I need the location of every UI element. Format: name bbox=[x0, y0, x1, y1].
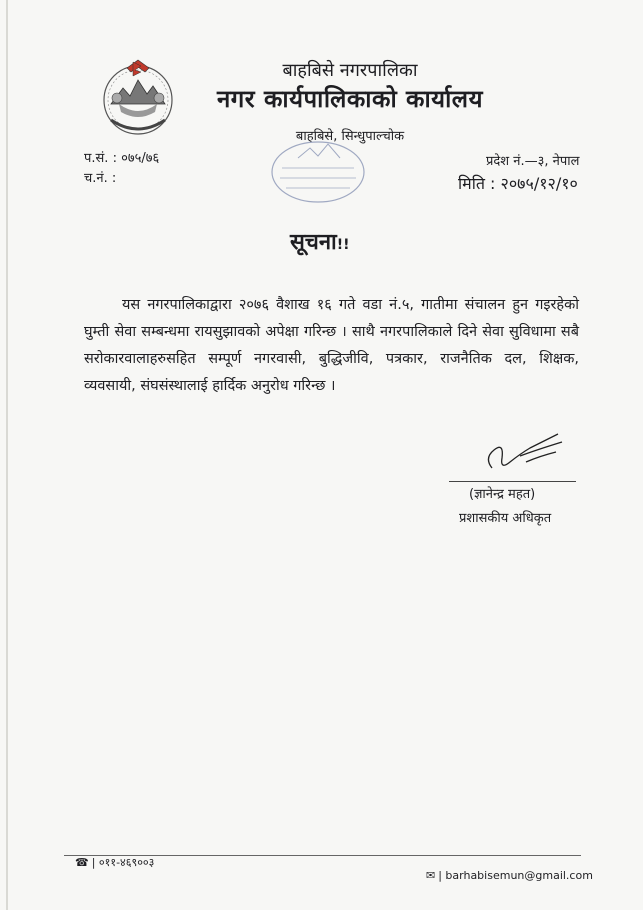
signature-line bbox=[449, 481, 576, 482]
date-label: मिति : २०७५/१२/१० bbox=[458, 174, 578, 193]
office-stamp bbox=[268, 136, 368, 206]
phone-icon: ☎ bbox=[75, 856, 89, 869]
nepal-coat-of-arms-icon bbox=[97, 58, 179, 138]
office-name: नगर कार्यपालिकाको कार्यालय bbox=[216, 85, 484, 113]
notice-title-suffix: !! bbox=[336, 237, 350, 253]
notice-title-text: सूचना bbox=[290, 230, 337, 255]
province-label: प्रदेश नं.—३, नेपाल bbox=[486, 154, 580, 169]
dispatch-number: च.नं. : bbox=[84, 171, 117, 186]
signer-title: प्रशासकीय अधिकृत bbox=[459, 511, 552, 526]
reference-number: प.सं. : ०७५/७६ bbox=[84, 151, 160, 166]
signer-name: (ज्ञानेन्द्र महत) bbox=[469, 487, 536, 502]
municipality-name: बाहबिसे नगरपालिका bbox=[282, 60, 418, 81]
footer-phone bbox=[75, 855, 154, 870]
notice-body-text: यस नगरपालिकाद्वारा २०७६ वैशाख १६ गते वडा नं.५, गातीमा संचालन हुन गइरहेको घुम्ती सेवा सम्बन्धमा रायसुझावको अपेक्षा गरिन्छ । साथै नगरपालिकाले दिने सेवा सुविधामा सबै सरोकारवालाहरुसहित सम्पूर्ण नगरवासी, बुद्धिजीवि, पत्रकार, राजनैतिक दल, शिक्षक, व्यवसायी, संघसंस्थालाई हार्दिक अनुरोध गरिन्छ । bbox=[84, 297, 579, 394]
page-edge bbox=[6, 0, 8, 910]
office-address: बाहबिसे, सिन्धुपाल्चोक bbox=[295, 129, 405, 144]
phone-number: | ०११-४६९००३ bbox=[91, 856, 155, 869]
email-icon: ✉ bbox=[426, 869, 436, 882]
notice-body bbox=[84, 292, 579, 400]
footer-email bbox=[426, 869, 593, 882]
signature bbox=[480, 428, 570, 476]
notice-title bbox=[290, 226, 350, 256]
email-address: | barhabisemun@gmail.com bbox=[438, 869, 593, 882]
